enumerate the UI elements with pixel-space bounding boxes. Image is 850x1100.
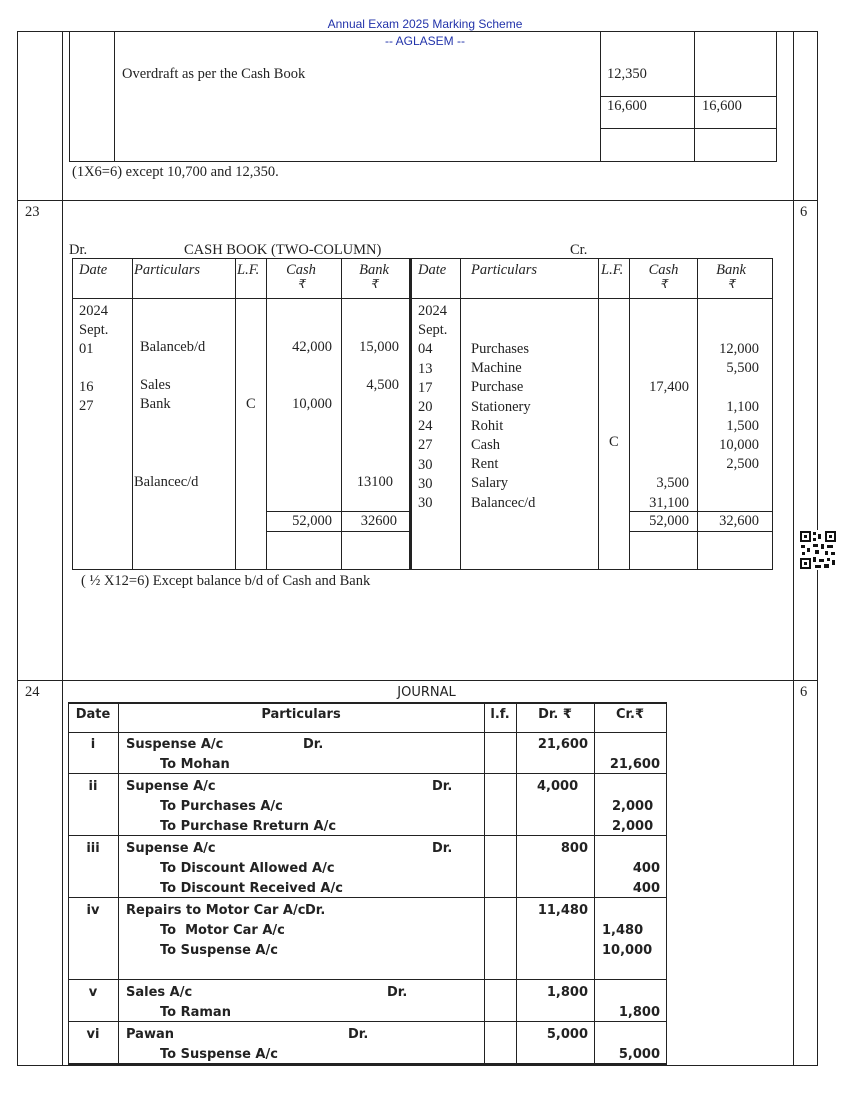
cb-cr-total-bank: 32,600 bbox=[719, 513, 759, 529]
cashbook-cr-label: Cr. bbox=[570, 242, 588, 258]
q24-number: 24 bbox=[25, 684, 40, 700]
overdraft-label: Overdraft as per the Cash Book bbox=[122, 66, 306, 82]
overdraft-amount: 12,350 bbox=[607, 66, 647, 82]
credit-account: To Discount Allowed A/c bbox=[160, 861, 335, 876]
cb-dr-total-bank: 32600 bbox=[360, 513, 397, 529]
journal-cr-header: Cr.₹ bbox=[615, 707, 645, 722]
cb-cr-dates: 2024 Sept. 04 13 17 20 24 27 30 30 30 bbox=[418, 303, 448, 512]
q22-total-dr: 16,600 bbox=[607, 98, 647, 114]
credit-account: To Raman bbox=[160, 1005, 231, 1020]
dr-mark: Dr. bbox=[432, 779, 453, 794]
list-item: Rent bbox=[471, 456, 499, 473]
journal-date-header: Date bbox=[75, 707, 111, 722]
q23-number: 23 bbox=[25, 204, 40, 220]
cb-dr-lf-header: L.F. bbox=[237, 262, 260, 278]
cashbook-title: CASH BOOK (TWO-COLUMN) bbox=[184, 242, 382, 258]
cb-cr-cash-rupee: ₹ bbox=[659, 277, 668, 291]
q23-marks-note: ( ½ X12=6) Except balance b/d of Cash and Bank bbox=[81, 573, 371, 589]
cb-dr-bank-sales: 4,500 bbox=[366, 377, 399, 393]
cr-amount: 400 bbox=[632, 881, 660, 896]
cb-dr-bank-balance: 15,000 bbox=[359, 339, 399, 355]
cb-cr-bank-column: 12,000 5,500 1,100 1,500 10,000 2,500 bbox=[719, 341, 759, 473]
journal-dr-header: Dr. ₹ bbox=[538, 707, 572, 722]
credit-account: To Suspense A/c bbox=[160, 1047, 278, 1062]
list-item: Salary bbox=[471, 475, 509, 492]
cb-cr-bank-rupee: ₹ bbox=[727, 277, 735, 291]
debit-account: Pawan bbox=[126, 1027, 174, 1042]
cb-cr-lf-contra: C bbox=[609, 434, 619, 450]
cb-dr-balance-cd: Balancec/d bbox=[134, 474, 199, 490]
credit-account: To Purchase Rreturn A/c bbox=[160, 819, 337, 834]
journal-lf-header: l.f. bbox=[490, 707, 510, 722]
cb-dr-cash-rupee: ₹ bbox=[297, 277, 305, 291]
entry-number: iii bbox=[86, 841, 100, 856]
dr-amount: 4,000 bbox=[537, 779, 579, 794]
qr-code-icon bbox=[799, 530, 837, 570]
list-item: Stationery bbox=[471, 398, 531, 415]
cb-cr-bank-header: Bank bbox=[716, 262, 746, 278]
debit-account: Supense A/c bbox=[126, 779, 216, 794]
cb-dr-total-cash: 52,000 bbox=[292, 513, 332, 529]
page-header-title: Annual Exam 2025 Marking Scheme bbox=[327, 17, 523, 31]
dr-mark: Dr. bbox=[432, 841, 453, 856]
cb-cr-total-cash: 52,000 bbox=[649, 513, 689, 529]
cb-dr-bank-rupee: ₹ bbox=[370, 277, 378, 291]
cb-dr-cash-balance: 42,000 bbox=[292, 339, 332, 355]
debit-account: Sales A/c bbox=[126, 985, 193, 1000]
cb-dr-row-balance-bd: Balanceb/d bbox=[140, 339, 206, 355]
dr-mark: Dr. bbox=[348, 1027, 369, 1042]
q23-marks: 6 bbox=[800, 204, 808, 220]
dr-mark: Dr. bbox=[305, 903, 326, 918]
credit-account: To Suspense A/c bbox=[160, 943, 278, 958]
cb-cr-particulars bbox=[471, 340, 535, 513]
cb-cr-lf-header: L.F. bbox=[601, 262, 624, 278]
cb-dr-lf-contra: C bbox=[246, 396, 256, 412]
dr-mark: Dr. bbox=[387, 985, 408, 1000]
credit-account: To Discount Received A/c bbox=[160, 881, 343, 896]
dr-mark: Dr. bbox=[303, 737, 324, 752]
q22-marks-note: (1X6=6) except 10,700 and 12,350. bbox=[72, 164, 279, 180]
cb-dr-cash-header: Cash bbox=[286, 262, 316, 278]
cb-dr-row-bank: Bank bbox=[140, 396, 171, 412]
cr-amount: 5,000 bbox=[618, 1047, 660, 1062]
dr-amount: 5,000 bbox=[546, 1027, 588, 1042]
q24-marks: 6 bbox=[800, 684, 808, 700]
cb-cr-cash-column: 17,400 3,500 31,100 bbox=[649, 379, 689, 511]
list-item: Cash bbox=[471, 437, 500, 454]
dr-amount: 800 bbox=[560, 841, 588, 856]
dr-amount: 1,800 bbox=[546, 985, 588, 1000]
cb-cr-cash-header: Cash bbox=[648, 262, 679, 278]
entry-number: v bbox=[88, 985, 98, 1000]
cr-amount: 1,480 bbox=[602, 923, 644, 938]
list-item: Machine bbox=[471, 360, 522, 377]
dr-amount: 11,480 bbox=[537, 903, 588, 918]
entry-number: vi bbox=[86, 1027, 100, 1042]
cb-cr-date-header: Date bbox=[418, 262, 447, 278]
cb-dr-bank-header: Bank bbox=[359, 262, 389, 278]
cb-dr-bank-balance-cd: 13100 bbox=[356, 474, 393, 490]
debit-account: Supense A/c bbox=[126, 841, 216, 856]
cr-amount: 2,000 bbox=[612, 799, 654, 814]
debit-account: Suspense A/c bbox=[126, 737, 224, 752]
journal-title: JOURNAL bbox=[397, 685, 456, 700]
list-item: Purchase bbox=[471, 379, 524, 396]
entry-number: i bbox=[90, 737, 96, 752]
cb-dr-cash-bank: 10,000 bbox=[292, 396, 332, 412]
credit-account: To Motor Car A/c bbox=[160, 923, 285, 938]
cb-dr-row-sales: Sales bbox=[140, 377, 171, 393]
cr-amount: 400 bbox=[632, 861, 660, 876]
entry-number: ii bbox=[88, 779, 98, 794]
q22-total-cr: 16,600 bbox=[702, 98, 742, 114]
cb-dr-dates: 2024 Sept. 01 16 27 bbox=[79, 303, 109, 414]
journal-particulars-header: Particulars bbox=[261, 707, 341, 722]
credit-account: To Mohan bbox=[160, 757, 230, 772]
cr-amount: 21,600 bbox=[609, 757, 660, 772]
dr-amount: 21,600 bbox=[537, 737, 588, 752]
list-item: Rohit bbox=[471, 417, 504, 434]
cashbook-dr-label: Dr. bbox=[69, 242, 88, 258]
entry-number: iv bbox=[86, 903, 100, 918]
cr-amount: 10,000 bbox=[602, 943, 653, 958]
cr-amount: 2,000 bbox=[612, 819, 654, 834]
list-item: Purchases bbox=[471, 341, 529, 357]
credit-account: To Purchases A/c bbox=[160, 799, 283, 814]
list-item: Balancec/d bbox=[471, 494, 536, 511]
debit-account: Repairs to Motor Car A/c bbox=[126, 903, 306, 918]
cb-dr-particulars-header: Particulars bbox=[134, 262, 201, 278]
cr-amount: 1,800 bbox=[618, 1005, 660, 1020]
cb-cr-particulars-header: Particulars bbox=[471, 262, 538, 278]
cb-dr-date-header: Date bbox=[79, 262, 108, 278]
page-header-source: -- AGLASEM -- bbox=[384, 34, 465, 48]
